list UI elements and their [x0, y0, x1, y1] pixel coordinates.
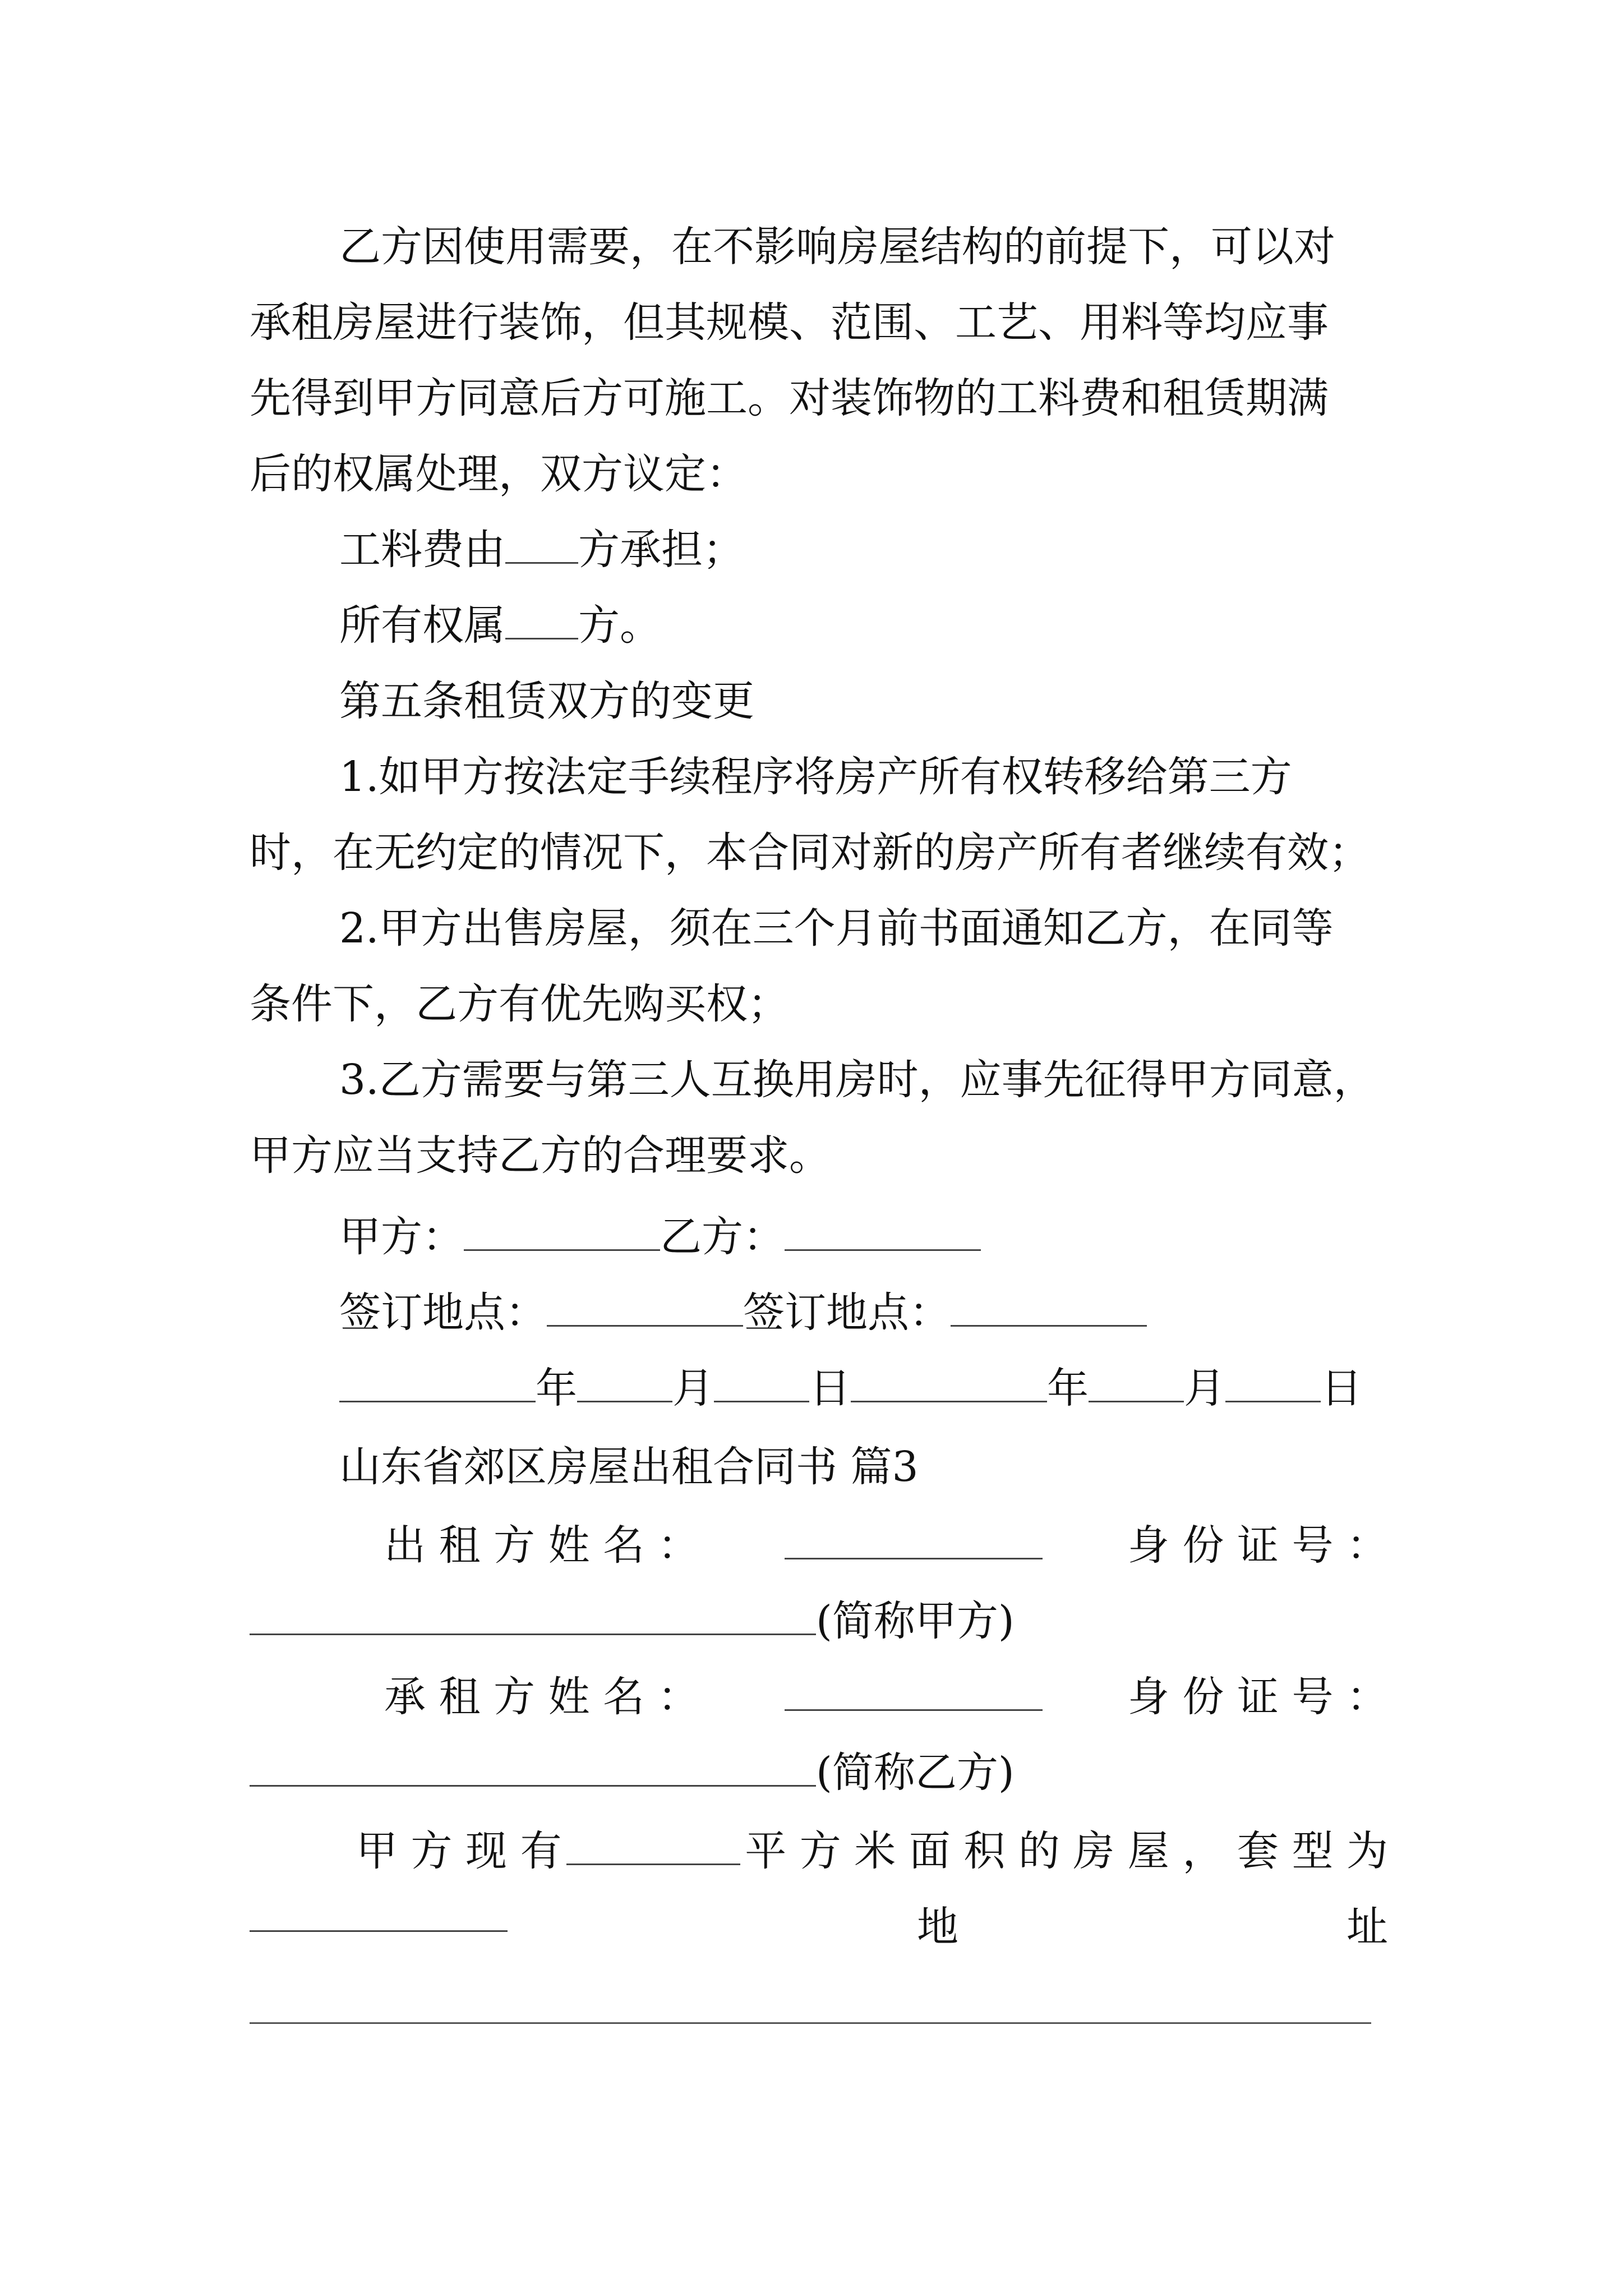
cost-label: 工料费由 [339, 526, 505, 574]
fill-blank [505, 603, 578, 639]
month-label: 月 [1184, 1364, 1225, 1412]
fill-blank [250, 1750, 816, 1787]
house-mid: 平 方 米 面 积 的 房 屋 ， 套 型 为 [745, 1827, 1388, 1875]
house-prefix: 甲 方 现 有 [356, 1827, 562, 1875]
paragraph-line: 先得到甲方同意后方可施工。对装饰物的工料费和租赁期满 [250, 374, 1329, 422]
paragraph-line: 乙方因使用需要，在不影响房屋结构的前提下，可以对 [339, 223, 1335, 271]
fill-blank [714, 1366, 809, 1402]
fill-blank [1089, 1366, 1184, 1402]
year-label: 年 [536, 1364, 577, 1412]
day-label: 日 [1321, 1364, 1362, 1412]
lessor-id-label: 身 份 证 号 ： [1127, 1521, 1388, 1570]
paragraph-line: 后的权属处理，双方议定： [250, 450, 748, 498]
fill-blank [785, 1674, 1043, 1711]
paragraph-line: 承租房屋进行装饰，但其规模、范围、工艺、用料等均应事 [250, 298, 1329, 347]
year-label: 年 [1047, 1364, 1089, 1412]
fill-blank [785, 1214, 981, 1251]
article-item: 条件下，乙方有优先购买权； [250, 980, 789, 1028]
cost-label-end: 方承担； [578, 526, 744, 574]
fill-blank [339, 1366, 536, 1402]
party-b-label: 乙方： [660, 1213, 785, 1261]
house-line [250, 1812, 1388, 1890]
fill-blank [505, 527, 578, 564]
lessee-id-line [250, 1733, 1388, 1812]
lessor-line [250, 1506, 1388, 1585]
month-label: 月 [672, 1364, 714, 1412]
address-char-2: 址 [1347, 1903, 1388, 1951]
ownership-label-end: 方。 [578, 601, 661, 650]
article-item: 2.甲方出售房屋，须在三个月前书面通知乙方，在同等 [339, 904, 1334, 953]
address-line [250, 1888, 1388, 1966]
place-a-label: 签订地点： [339, 1289, 547, 1337]
fill-blank [250, 1895, 508, 1932]
fill-blank [1225, 1366, 1321, 1402]
signature-dates [250, 1349, 1388, 1428]
article-item: 时，在无约定的情况下，本合同对新的房产所有者继续有效； [250, 829, 1370, 877]
party-a-label: 甲方： [339, 1213, 464, 1261]
section-title: 山东省郊区房屋出租合同书 篇3 [339, 1443, 919, 1491]
address-char-1: 地 [917, 1903, 958, 1951]
signature-places [250, 1273, 1388, 1352]
article-item: 3.乙方需要与第三人互换用房时，应事先征得甲方同意， [339, 1056, 1375, 1104]
article-item: 1.如甲方按法定手续程序将房产所有权转移给第三方 [339, 753, 1292, 801]
fill-blank [851, 1366, 1047, 1402]
fill-blank [577, 1366, 672, 1402]
cost-line [250, 510, 1388, 589]
lessee-abbr: (简称乙方) [816, 1749, 1015, 1797]
fill-blank [250, 1599, 816, 1635]
fill-blank [547, 1290, 743, 1327]
lessee-line [250, 1658, 1388, 1736]
lessee-id-label: 身 份 证 号 ： [1127, 1673, 1388, 1721]
lessee-name-label: 承 租 方 姓 名 ： [384, 1673, 699, 1721]
fill-blank [951, 1290, 1147, 1327]
fill-blank [785, 1523, 1043, 1559]
lessor-id-line [250, 1582, 1388, 1660]
article-item: 甲方应当支持乙方的合理要求。 [250, 1131, 831, 1180]
place-b-label: 签订地点： [743, 1289, 951, 1337]
lessor-name-label: 出 租 方 姓 名 ： [384, 1521, 699, 1570]
signature-parties [250, 1198, 1388, 1276]
address-fill-rule [250, 2022, 1371, 2024]
lessor-abbr: (简称甲方) [816, 1597, 1015, 1645]
ownership-label: 所有权属 [339, 601, 505, 650]
day-label: 日 [809, 1364, 851, 1412]
article-title: 第五条租赁双方的变更 [339, 677, 754, 725]
fill-blank [464, 1214, 660, 1251]
fill-blank [566, 1829, 740, 1865]
ownership-line [250, 586, 1388, 665]
